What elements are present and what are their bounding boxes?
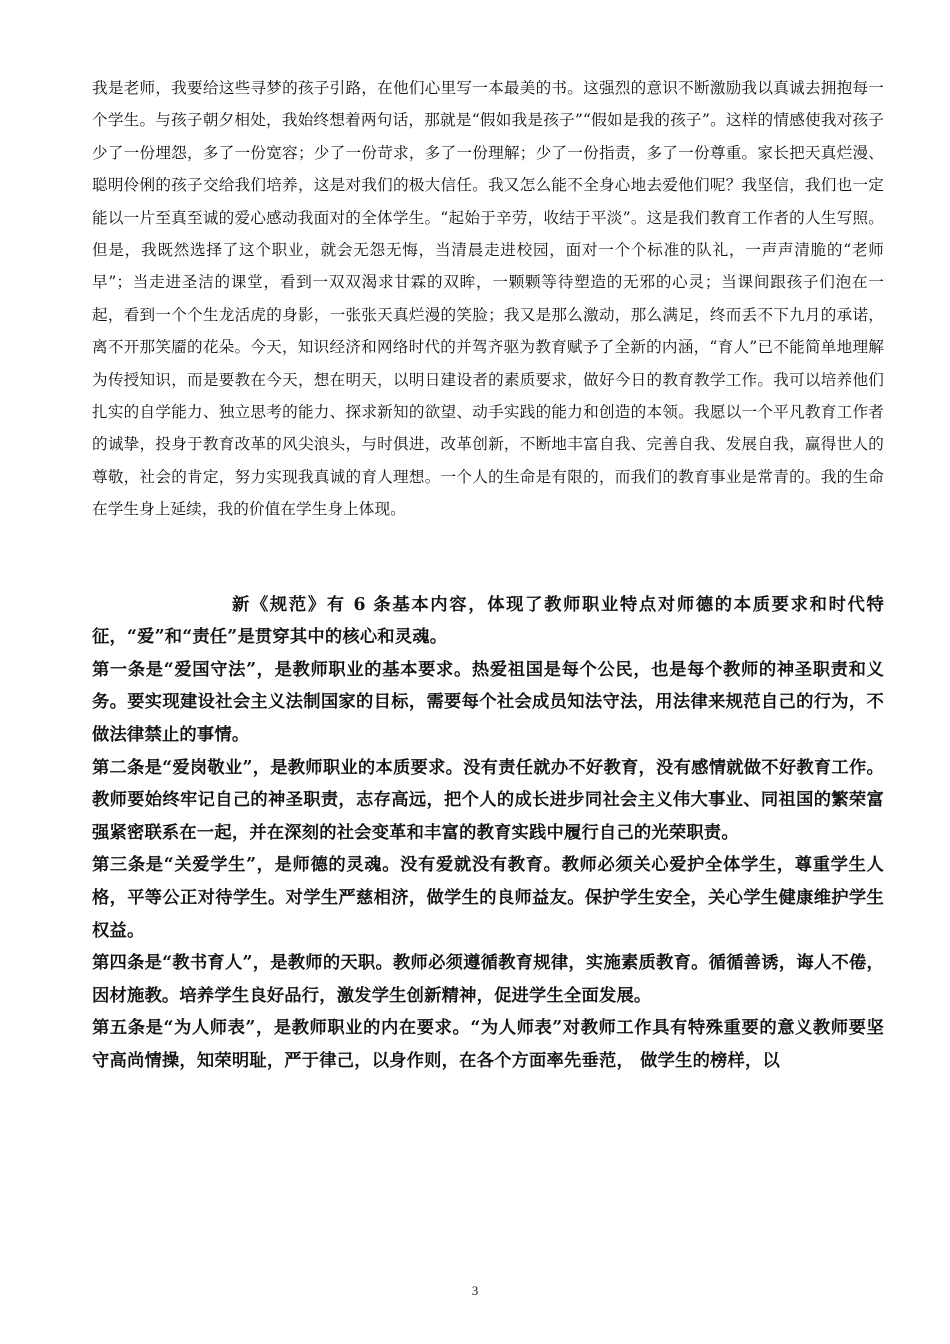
essay-section xyxy=(92,72,884,526)
code-intro-paragraph: 新《规范》有 6 条基本内容，体现了教师职业特点对师德的本质要求和时代特征，“爱”和“责任”是贯穿其中的核心和灵魂。 xyxy=(92,594,884,648)
page-number: 3 xyxy=(471,1283,479,1298)
code-of-conduct-section xyxy=(92,589,884,1078)
section-spacer xyxy=(92,526,884,589)
article-5-paragraph: 第五条是“为人师表”，是教师职业的内在要求。“为人师表”对教师工作具有特殊重要的意义教师要坚守高尚情操，知荣明耻，严于律己，以身作则，在各个方面率先垂范， 做学生的榜样，以 xyxy=(92,1018,884,1071)
article-4-paragraph: 第四条是“教书育人”，是教师的天职。教师必须遵循教育规律，实施素质教育。循循善诱，诲人不倦，因材施教。培养学生良好品行，激发学生创新精神，促进学生全面发展。 xyxy=(92,953,884,1006)
essay-paragraph: 我是老师，我要给这些寻梦的孩子引路，在他们心里写一本最美的书。这强烈的意识不断激励我以真诚去拥抱每一个学生。与孩子朝夕相处，我始终想着两句话，那就是“假如我是孩子”“假如是我的孩子”。这样的情感使我对孩子少了一份埋怨，多了一份宽容；少了一份苛求，多了一份理解；少了一份指责，多了一份尊重。家长把天真烂漫、聪明伶俐的孩子交给我们培养，这是对我们的极大信任。我又怎么能不全身心地去爱他们呢？我坚信，我们也一定能以一片至真至诚的爱心感动我面对的全体学生。“起始于辛劳，收结于平淡”。这是我们教育工作者的人生写照。但是，我既然选择了这个职业，就会无怨无悔，当清晨走进校园，面对一个个标准的队礼，一声声清脆的“老师早”；当走进圣洁的课堂，看到一双双渴求甘霖的双眸，一颗颗等待塑造的无邪的心灵；当课间跟孩子们泡在一起，看到一个个生龙活虎的身影，一张张天真烂漫的笑脸；我又是那么激动，那么满足，终而丢不下九月的承诺，离不开那笑靥的花朵。今天，知识经济和网络时代的并驾齐驱为教育赋予了全新的内涵，“育人”已不能简单地理解为传授知识，而是要教在今天，想在明天，以明日建设者的素质要求，做好今日的教育教学工作。我可以培养他们扎实的自学能力、独立思考的能力、探求新知的欲望、动手实践的能力和创造的本领。我愿以一个平凡教育工作者的诚挚，投身于教育改革的风尖浪头，与时俱进，改革创新，不断地丰富自我、完善自我、发展自我，赢得世人的尊敬，社会的肯定，努力实现我真诚的育人理想。一个人的生命是有限的，而我们的教育事业是常青的。我的生命在学生身上延续，我的价值在学生身上体现。 xyxy=(92,79,884,519)
article-3-paragraph: 第三条是“关爱学生”，是师德的灵魂。没有爱就没有教育。教师必须关心爱护全体学生，尊重学生人格，平等公正对待学生。对学生严慈相济，做学生的良师益友。保护学生安全，关心学生健康维护学生权益。 xyxy=(92,855,884,941)
article-1-paragraph: 第一条是“爱国守法”，是教师职业的基本要求。热爱祖国是每个公民，也是每个教师的神圣职责和义务。要实现建设社会主义法制国家的目标，需要每个社会成员知法守法，用法律来规范自己的行为，不做法律禁止的事情。 xyxy=(92,659,884,746)
document-page xyxy=(92,72,884,1078)
article-2-paragraph: 第二条是“爱岗敬业”，是教师职业的本质要求。没有责任就办不好教育，没有感情就做不好教育工作。教师要始终牢记自己的神圣职责，志存高远，把个人的成长进步同社会主义伟大事业、同祖国的繁荣富强紧密联系在一起，并在深刻的社会变革和丰富的教育实践中履行自己的光荣职责。 xyxy=(92,757,884,843)
